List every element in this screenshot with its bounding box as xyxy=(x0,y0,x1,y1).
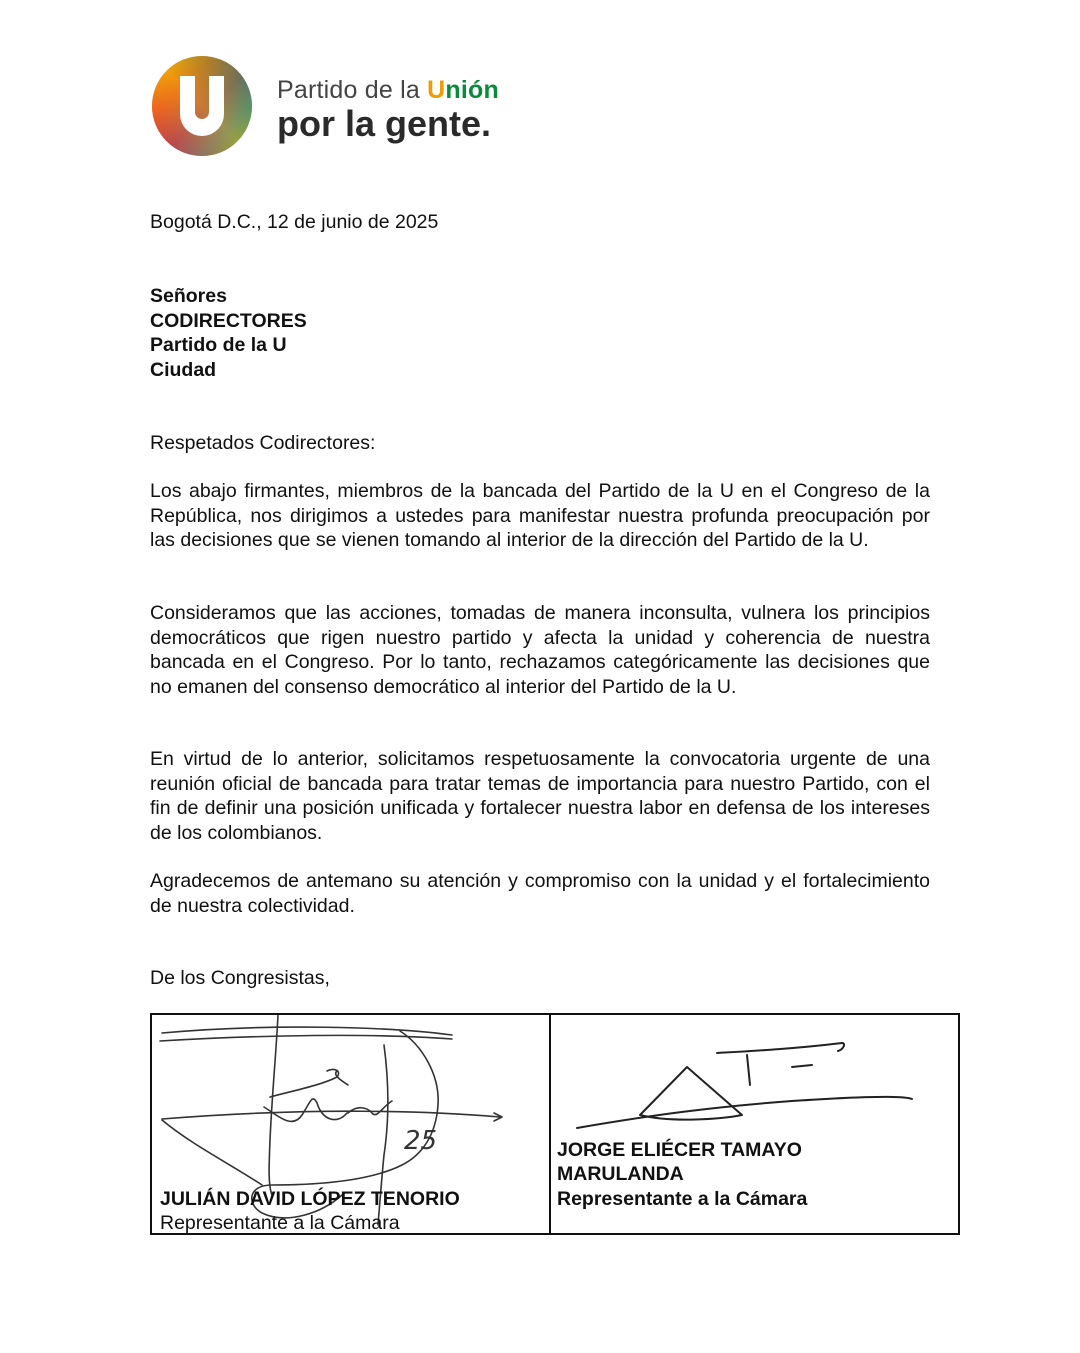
recipient-line-2: CODIRECTORES xyxy=(150,309,307,332)
recipient-line-1: Señores xyxy=(150,285,227,307)
signer-2-name-line-2: MARULANDA xyxy=(557,1163,684,1185)
signer-2-name-line-1: JORGE ELIÉCER TAMAYO xyxy=(557,1139,802,1161)
signer-2-title: Representante a la Cámara xyxy=(557,1188,808,1210)
party-name-line1 xyxy=(277,76,499,105)
signature-julian-number: 25 xyxy=(404,1126,438,1156)
paragraph-4: Agradecemos de antemano su atención y compromiso con la unidad y el fortalecimiento de nuestra colectividad. xyxy=(150,870,930,917)
party-name-u: U xyxy=(427,76,446,104)
party-name-line2: por la gente. xyxy=(277,103,492,144)
signer-1-title: Representante a la Cámara xyxy=(160,1212,400,1234)
signature-divider xyxy=(549,1015,551,1233)
paragraph-2: Consideramos que las acciones, tomadas de manera inconsulta, vulnera los principios democráticos que rigen nuestro partido y afecta la unidad y coherencia de nuestra bancada en el Congreso. Por lo tanto, rechazamos categóricamente las decisiones que no emanen del consenso democrático al interior del Partido de la U. xyxy=(150,602,930,698)
party-name-suffix: nión xyxy=(445,76,499,104)
signature-jorge xyxy=(577,1043,912,1128)
recipient-line-4: Ciudad xyxy=(150,358,217,381)
signer-1-name: JULIÁN DAVID LÓPEZ TENORIO xyxy=(160,1188,460,1210)
paragraph-1: Los abajo firmantes, miembros de la bancada del Partido de la U en el Congreso de la República, nos dirigimos a ustedes para manifestar nuestra profunda preocupación por las decisiones que se vienen tomando al interior de la dirección del Partido de la U. xyxy=(150,480,930,551)
salutation: Respetados Codirectores: xyxy=(150,432,376,454)
closing: De los Congresistas, xyxy=(150,967,330,989)
recipient-line-3: Partido de la U xyxy=(150,334,287,356)
paragraph-3: En virtud de lo anterior, solicitamos respetuosamente la convocatoria urgente de una reunión oficial de bancada para tratar temas de importancia para nuestro Partido, con el fin de definir una posición unificada y fortalecer nuestra labor en defensa de los intereses de los colombianos. xyxy=(150,748,930,844)
party-name-prefix: Partido de la xyxy=(277,76,428,104)
signature-table xyxy=(150,1013,960,1235)
place-date: Bogotá D.C., 12 de junio de 2025 xyxy=(150,211,439,233)
